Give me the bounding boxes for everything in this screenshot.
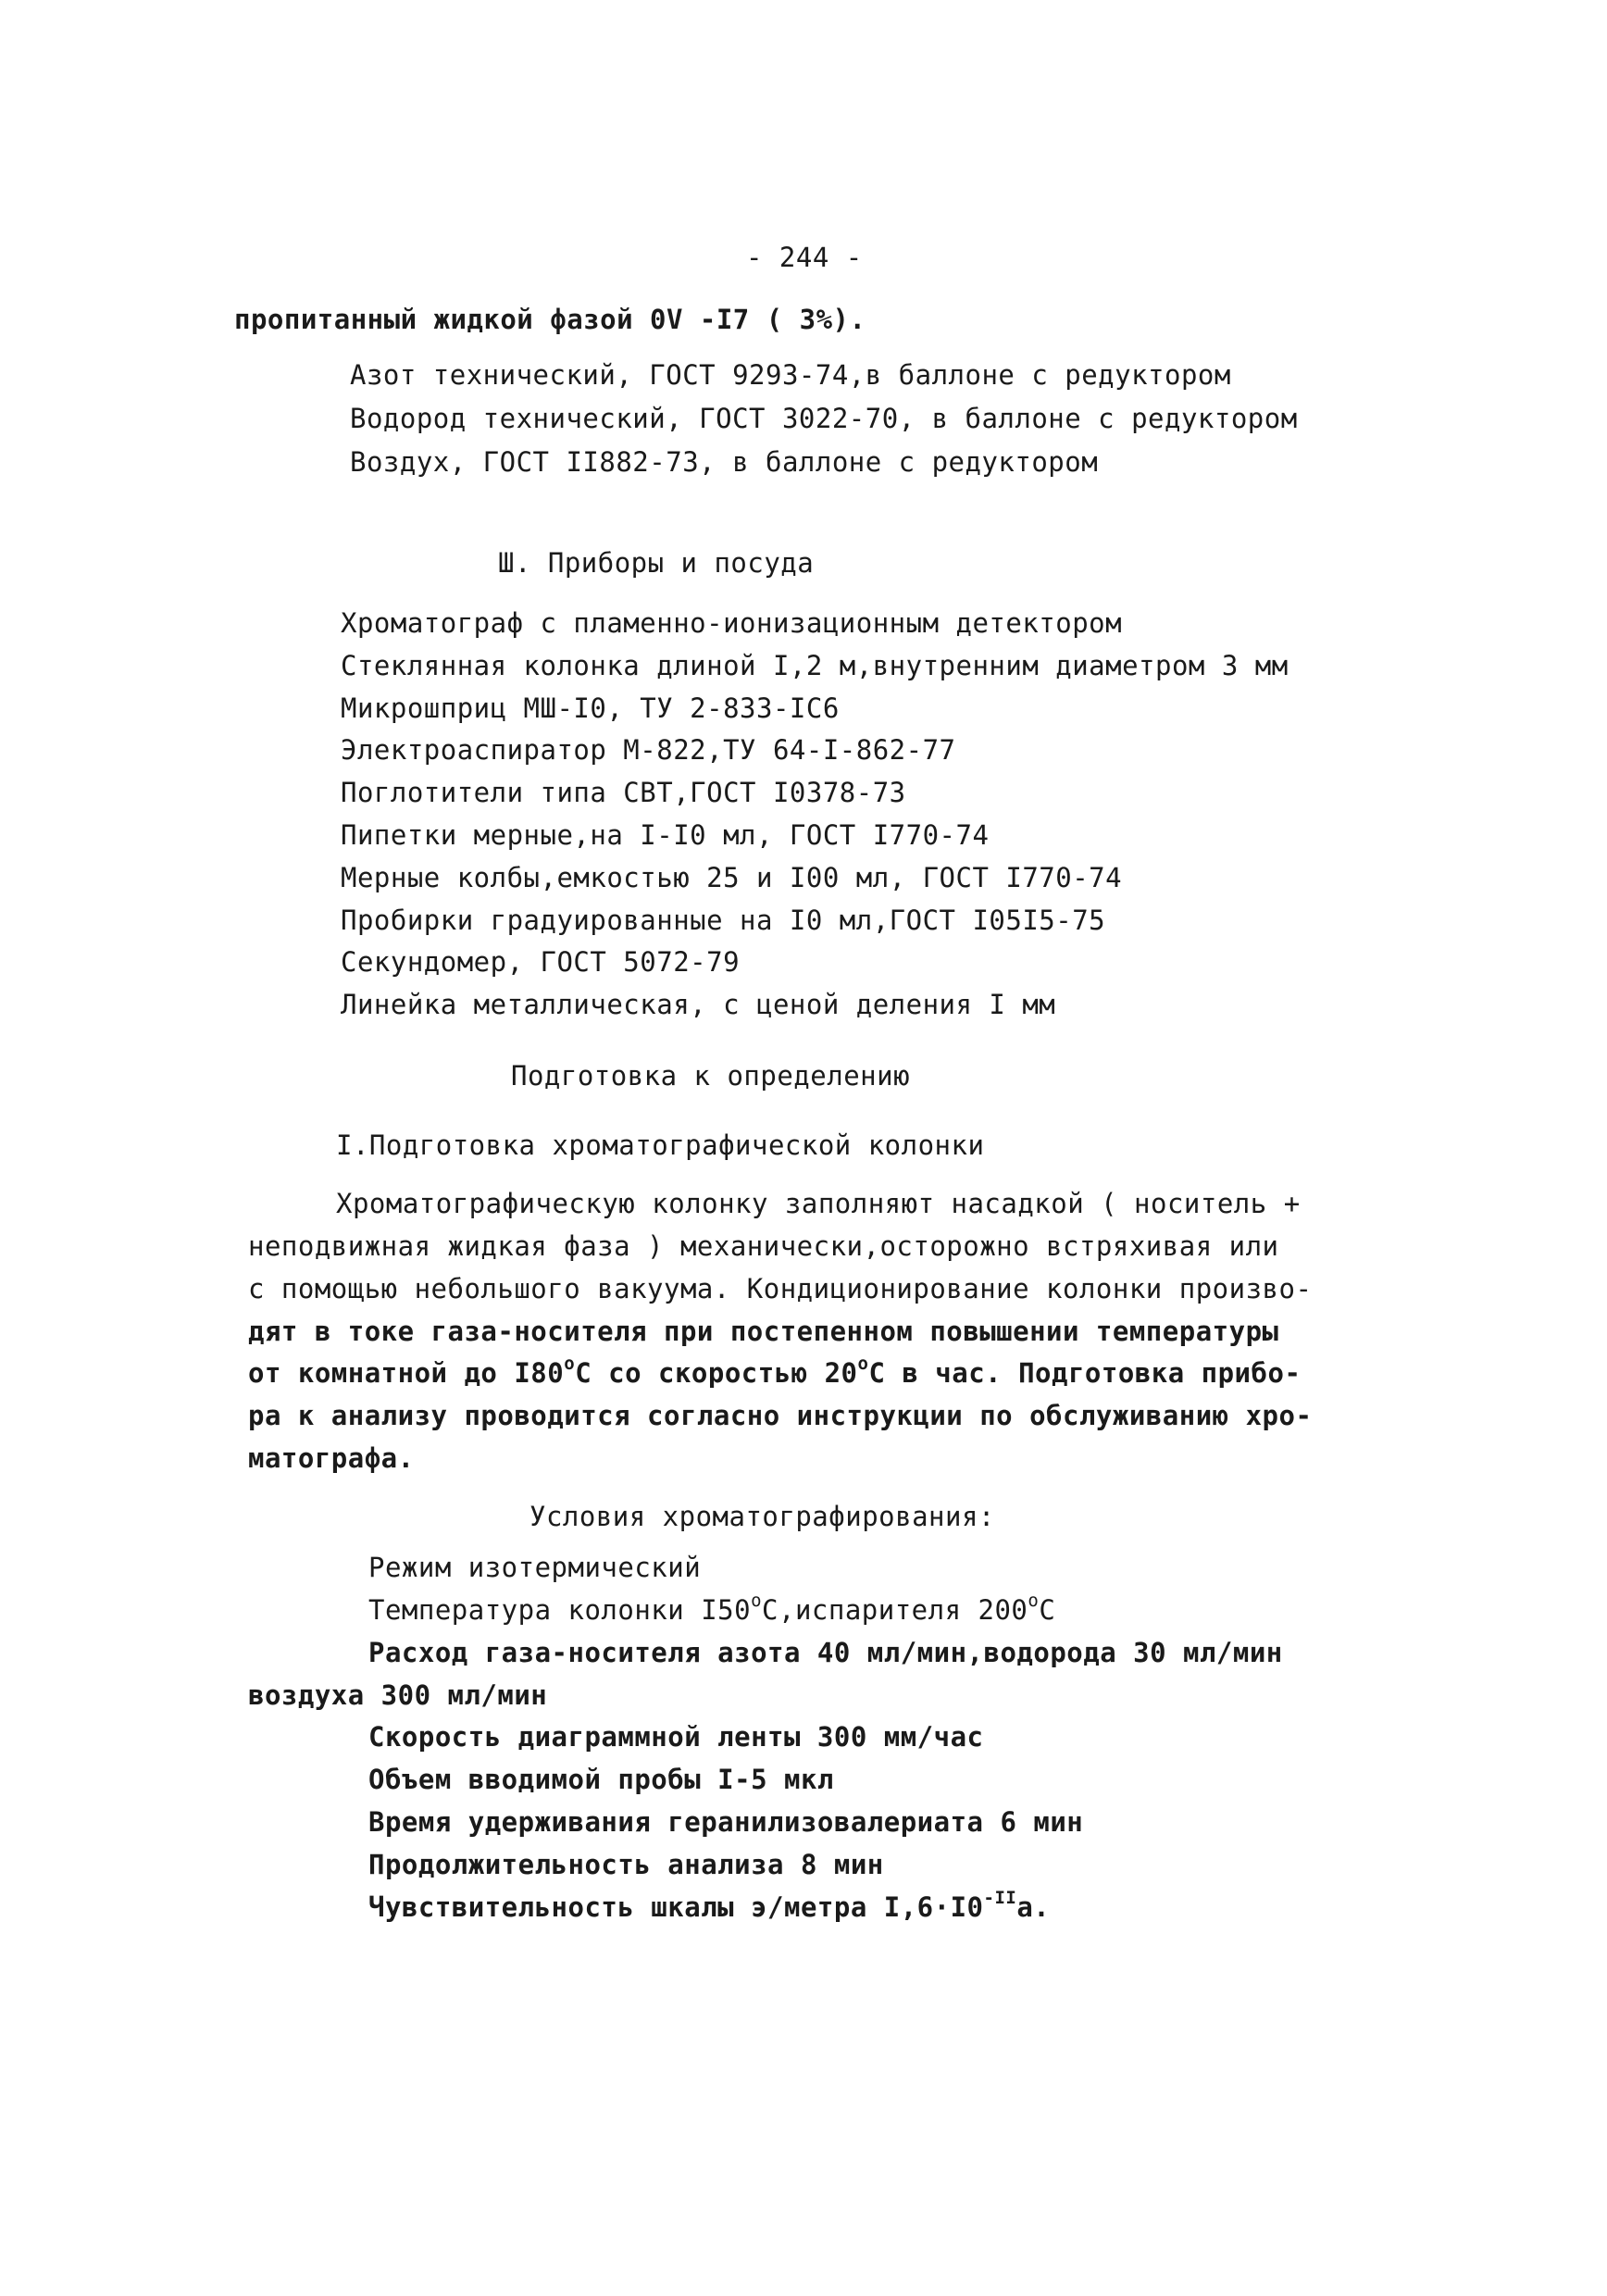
- subsection-heading: I.Подготовка хроматографической колонки: [336, 1129, 985, 1161]
- paragraph-line: с помощью небольшого вакуума. Кондиционирование колонки произво-: [248, 1273, 1313, 1304]
- paragraph-line: матографа.: [248, 1442, 415, 1474]
- condition-item: Объем вводимой пробы I-5 мкл: [368, 1764, 834, 1795]
- section-heading: Условия хроматографирования:: [529, 1501, 995, 1532]
- text-line: пропитанный жидкой фазой 0V -I7 ( 3%).: [234, 304, 866, 335]
- equipment-item: Секундомер, ГОСТ 5072-79: [341, 946, 741, 978]
- gas-item: Водород технический, ГОСТ 3022-70, в баллоне с редуктором: [350, 403, 1298, 434]
- paragraph-line: ра к анализу проводится согласно инструкции по обслуживанию хро-: [248, 1400, 1313, 1431]
- condition-item: Температура колонки $I50^оС,испарителя$ $200^оС$: [368, 1591, 1056, 1626]
- condition-item: Продолжительность анализа 8 мин: [368, 1849, 884, 1880]
- equipment-item: Электроаспиратор М-822,ТУ 64-I-862-77: [341, 734, 956, 766]
- equipment-item: Пробирки градуированные на I0 мл,ГОСТ I05I5-75: [341, 905, 1106, 936]
- equipment-item: Хроматограф с пламенно-ионизационным детектором: [341, 607, 1123, 639]
- section-heading: Подготовка к определению: [511, 1060, 911, 1092]
- equipment-item: Микрошприц МШ-I0, ТУ 2-833-IС6: [341, 693, 840, 724]
- paragraph-line: дят в токе газа-носителя при постепенном повышении температуры: [248, 1316, 1279, 1347]
- condition-item: воздуха 300 мл/мин: [248, 1679, 548, 1711]
- paragraph-line: от комнатной до $I80^оС$ со скоростью $20^оС$ в час. Подготовка прибо-: [248, 1354, 1302, 1389]
- condition-item: Скорость диаграммной ленты 300 мм/час: [368, 1721, 984, 1753]
- equipment-item: Стеклянная колонка длиной I,2 м,внутренним диаметром 3 мм: [341, 650, 1289, 681]
- condition-item: Расход газа-носителя азота 40 мл/мин,водорода 30 мл/мин: [368, 1637, 1283, 1668]
- paragraph-line: неподвижная жидкая фаза ) механически,осторожно встряхивая или: [248, 1230, 1279, 1262]
- condition-item: Чувствительность шкалы э/метра $I,6\cdot I0^{-II}а$.: [368, 1888, 1051, 1923]
- paragraph-line: Хроматографическую колонку заполняют насадкой ( носитель +: [336, 1188, 1301, 1219]
- condition-item: Время удерживания геранилизовалериата 6 мин: [368, 1806, 1084, 1838]
- equipment-item: Пипетки мерные,на I-I0 мл, ГОСТ I770-74: [341, 819, 990, 851]
- condition-item: Режим изотермический: [368, 1552, 702, 1583]
- gas-item: Воздух, ГОСТ II882-73, в баллоне с редуктором: [350, 446, 1099, 478]
- gas-item: Азот технический, ГОСТ 9293-74,в баллоне с редуктором: [350, 359, 1231, 391]
- equipment-item: Поглотители типа СВТ,ГОСТ I0378-73: [341, 777, 906, 808]
- equipment-item: Мерные колбы,емкостью 25 и I00 мл, ГОСТ I770-74: [341, 862, 1123, 893]
- section-heading: Ш. Приборы и посуда: [498, 547, 815, 579]
- page-number: - 244 -: [746, 242, 863, 273]
- equipment-item: Линейка металлическая, с ценой деления I мм: [341, 989, 1056, 1020]
